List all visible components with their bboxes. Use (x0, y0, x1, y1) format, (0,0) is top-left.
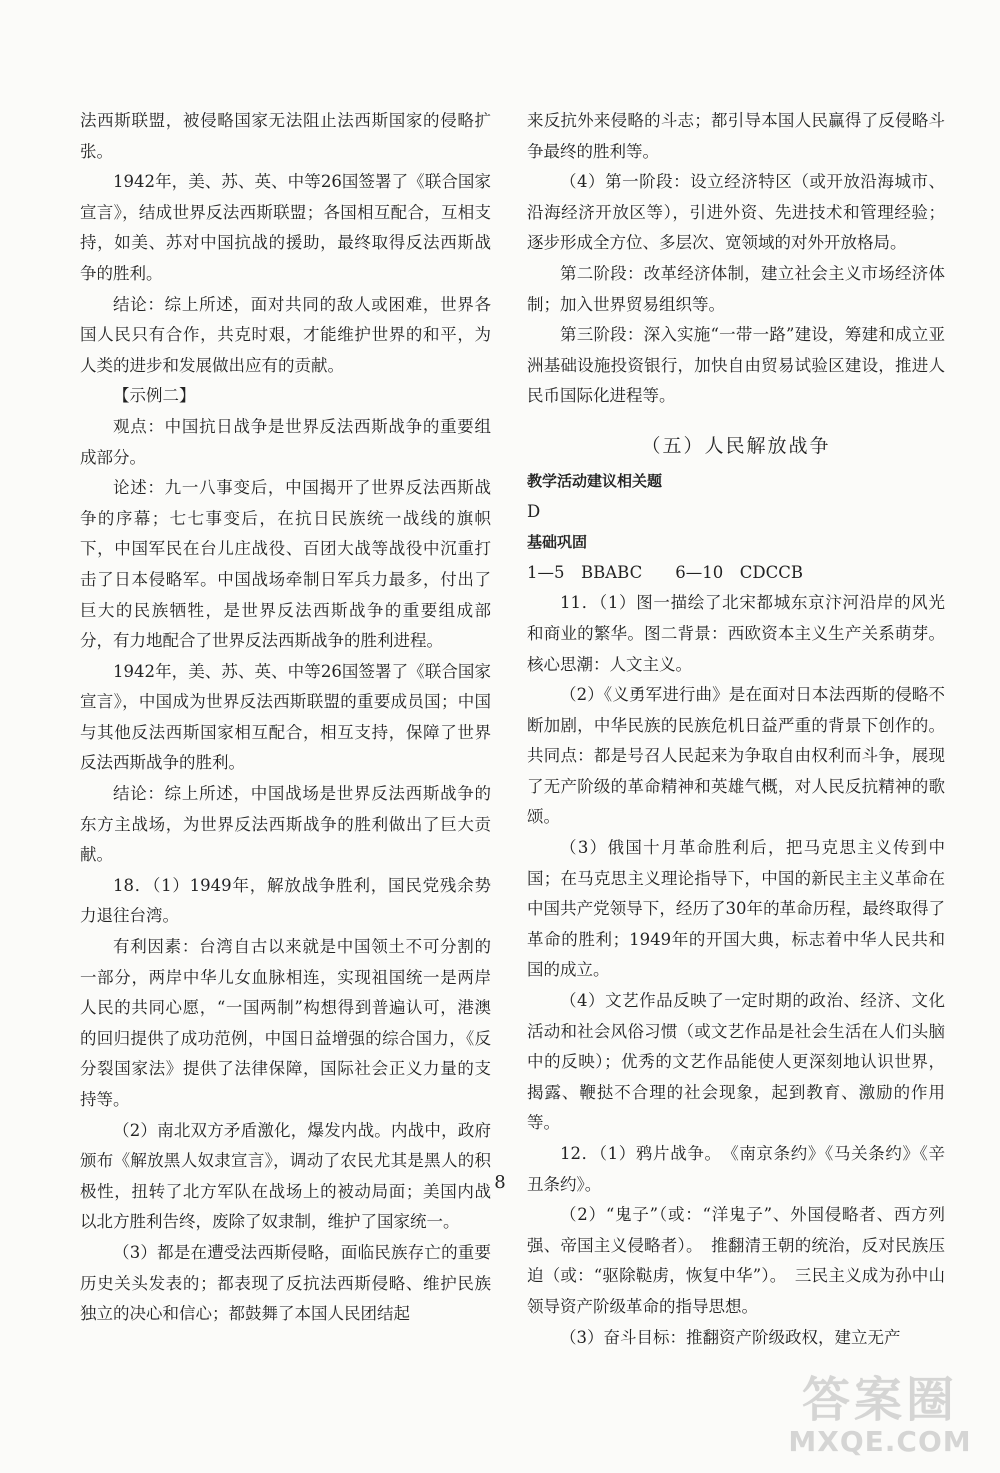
paragraph: （2）南北双方矛盾激化，爆发内战。内战中，政府颁布《解放黑人奴隶宣言》，调动了农民尤其是黑人的积极性，扭转了北方军队在战场上的被动局面；美国内战以北方胜利告终，废除了奴隶制，维护了国家统一。 (80, 1120, 491, 1232)
paragraph: 18．（1）1949年，解放战争胜利，国民党残余势力退往台湾。 (80, 875, 491, 926)
right-column-before (527, 106, 945, 412)
right-column (527, 106, 945, 1353)
left-column (80, 106, 491, 1330)
paragraph: D (527, 501, 541, 521)
paragraph: 第三阶段：深入实施“一带一路”建设，筹建和成立亚洲基础设施投资银行，加快自由贸易试验区建设，推进人民币国际化进程等。 (527, 325, 945, 406)
paragraph: 结论：综上所述，中国战场是世界反法西斯战争的东方主战场，为世界反法西斯战争的胜利做出了巨大贡献。 (80, 784, 491, 865)
paragraph: 1942年，美、苏、英、中等26国签署了《联合国家宣言》，结成世界反法西斯联盟；各国相互配合，互相支持，如美、苏对中国抗战的援助，最终取得反法西斯战争的胜利。 (80, 172, 491, 283)
paragraph: 1942年，美、苏、英、中等26国签署了《联合国家宣言》，中国成为世界反法西斯联盟的重要成员国；中国与其他反法西斯国家相互配合，相互支持，保障了世界反法西斯战争的胜利。 (80, 661, 491, 773)
paragraph: （3）奋斗目标：推翻资产阶级政权，建立无产 (560, 1327, 901, 1347)
paragraph: 11．（1）图一描绘了北宋都城东京汴河沿岸的风光和商业的繁华。图二背景：西欧资本主义生产关系萌芽。核心思潮：人文主义。 (527, 593, 945, 674)
paragraph: 基础巩固 (527, 533, 588, 552)
watermark-bottom: MXQE.COM (788, 1425, 972, 1458)
paragraph: 第二阶段：改革经济体制，建立社会主义市场经济体制；加入世界贸易组织等。 (527, 263, 945, 314)
paragraph: （4）第一阶段：设立经济特区（或开放沿海城市、沿海经济开放区等），引进外资、先进技术和管理经验；逐步形成全方位、多层次、宽领域的对外开放格局。 (527, 172, 945, 253)
paragraph: （2）《义勇军进行曲》是在面对日本法西斯的侵略不断加剧，中华民族的民族危机日益严重的背景下创作的。共同点：都是号召人民起来为争取自由权利而斗争，展现了无产阶级的革命精神和英雄气概，对人民反抗精神的歌颂。 (527, 685, 945, 827)
paragraph: 论述：九一八事变后，中国揭开了世界反法西斯战争的序幕；七七事变后，在抗日民族统一战线的旗帜下，中国军民在台儿庄战役、百团大战等战役中沉重打击了日本侵略军。中国战场牵制日军兵力最多，付出了巨大的民族牺牲，是世界反法西斯战争的重要组成部分，有力地配合了世界反法西斯战争的胜利进程。 (80, 478, 491, 651)
paragraph: （4）文艺作品反映了一定时期的政治、经济、文化活动和社会风俗习惯（或文艺作品是社会生活在人们头脑中的反映）；优秀的文艺作品能使人更深刻地认识世界，揭露、鞭挞不合理的社会现象，起到教育、激励的作用等。 (527, 991, 945, 1133)
section-title: （五）人民解放战争 (641, 434, 831, 457)
watermark-top: 答案圈 (801, 1372, 958, 1428)
watermark-logo (780, 1373, 980, 1465)
paragraph: 有利因素：台湾自古以来就是中国领土不可分割的一部分，两岸中华儿女血脉相连，实现祖国统一是两岸人民的共同心愿，“一国两制”构想得到普遍认可，港澳的回归提供了成功范例，中国日益增强的综合国力，《反分裂国家法》提供了法律保障，国际社会正义力量的支持等。 (80, 937, 491, 1109)
paragraph: 1—5 BBABC 6—10 CDCCB (527, 562, 803, 582)
page-number: 8 (494, 1172, 506, 1193)
paragraph: 观点：中国抗日战争是世界反法西斯战争的重要组成部分。 (80, 416, 491, 467)
paragraph: 结论：综上所述，面对共同的敌人或困难，世界各国人民只有合作，共克时艰，才能维护世界的和平，为人类的进步和发展做出应有的贡献。 (80, 294, 491, 375)
paragraph: 法西斯联盟，被侵略国家无法阻止法西斯国家的侵略扩张。 (80, 111, 491, 161)
paragraph: （3）都是在遭受法西斯侵略，面临民族存亡的重要历史关头发表的；都表现了反抗法西斯侵略、维护民族独立的决心和信心；都鼓舞了本国人民团结起 (80, 1242, 491, 1324)
paragraph: 12．（1）鸦片战争。 《南京条约》《马关条约》《辛丑条约》。 (527, 1144, 945, 1194)
paragraph: （2）“鬼子”（或：“洋鬼子”、外国侵略者、西方列强、帝国主义侵略者）。 推翻清王朝的统治，反对民族压迫（或：“驱除鞑虏，恢复中华”）。 三民主义成为孙中山领导资产阶级革命的指导思想。 (527, 1205, 945, 1316)
paragraph: 教学活动建议相关题 (527, 471, 663, 490)
right-column-after (527, 466, 945, 1353)
paragraph: （3）俄国十月革命胜利后，把马克思主义传到中国；在马克思主义理论指导下，中国的新民主主义革命在中国共产党领导下，经历了30年的革命历程，最终取得了革命的胜利；1949年的开国大典，标志着中华人民共和国的成立。 (527, 838, 945, 980)
paragraph: 【示例二】 (113, 386, 196, 406)
paragraph: 来反抗外来侵略的斗志；都引导本国人民赢得了反侵略斗争最终的胜利等。 (527, 111, 945, 161)
